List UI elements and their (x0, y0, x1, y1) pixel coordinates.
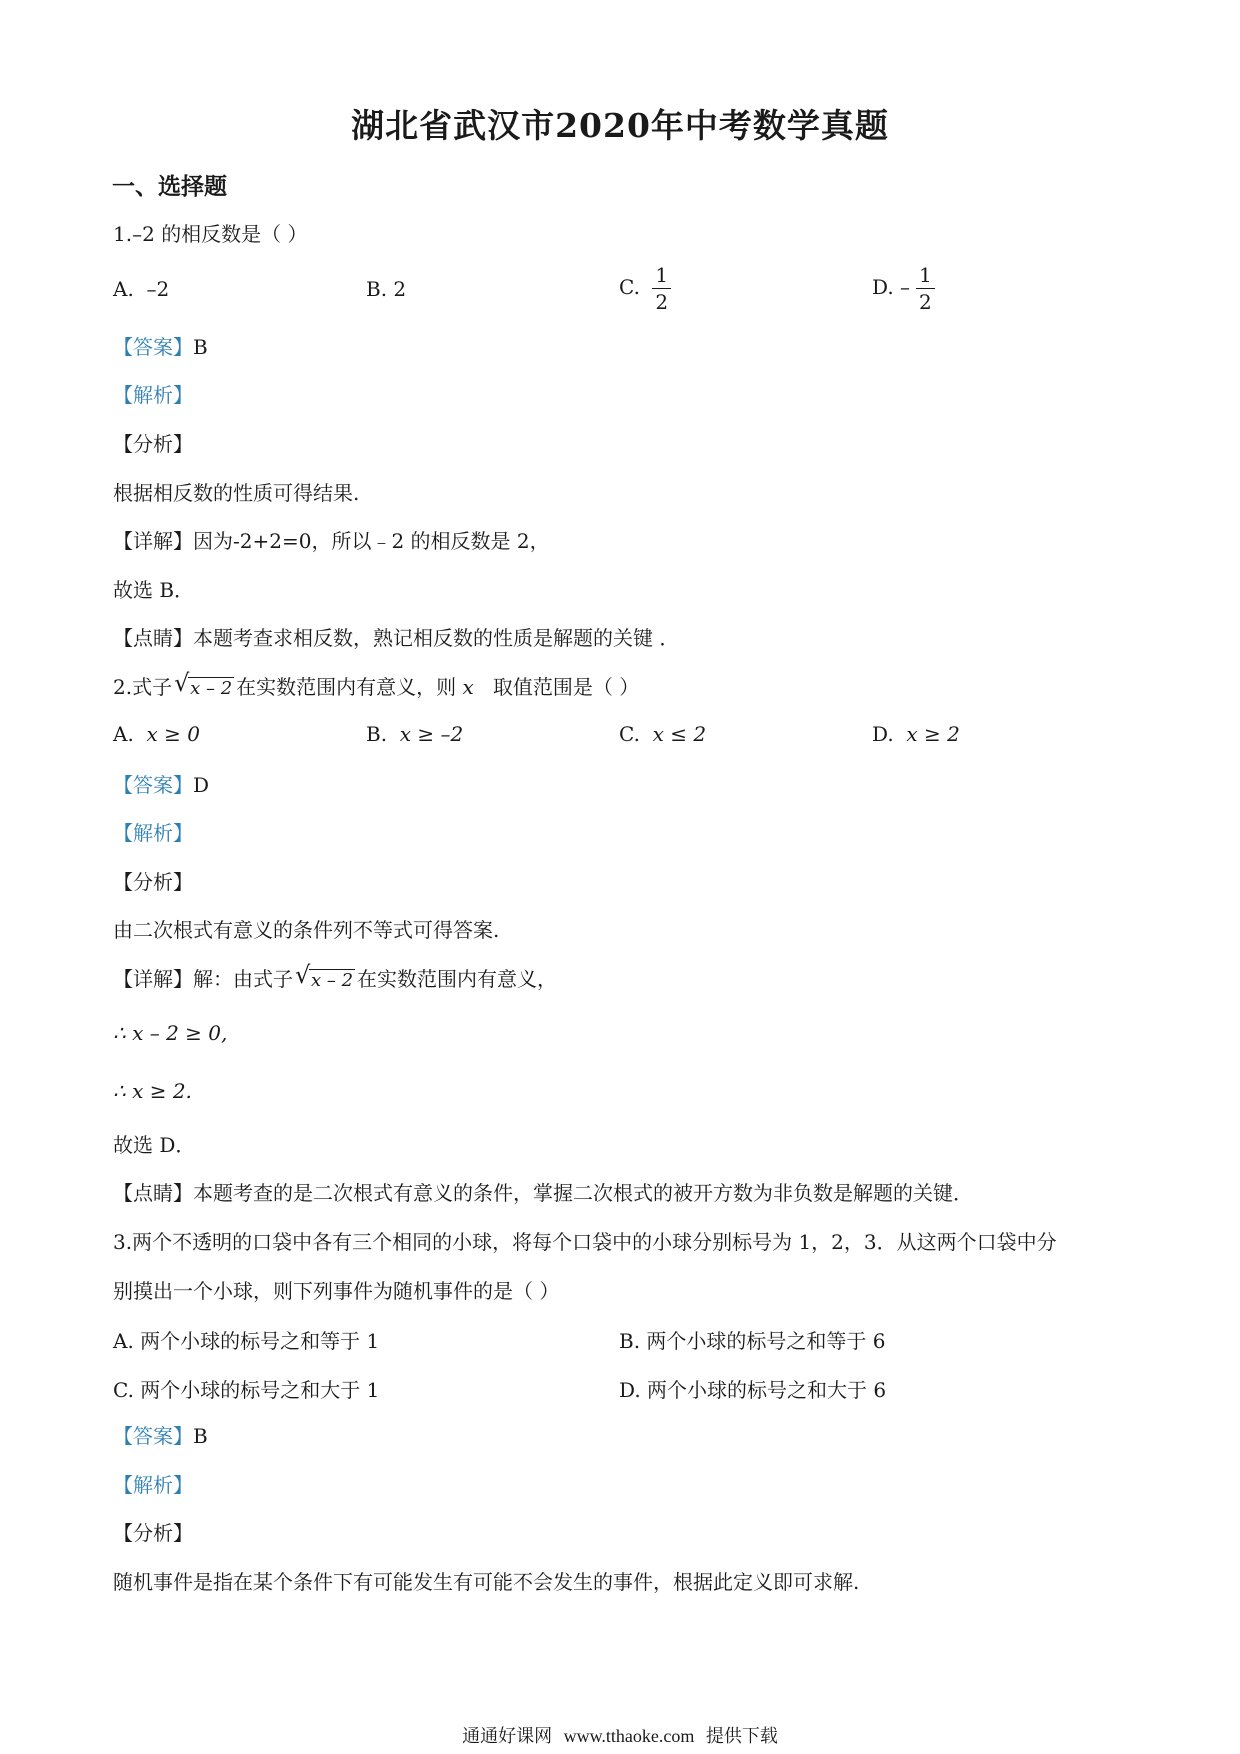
q3-jiexi-tag: 【解析】 (113, 1473, 193, 1497)
footer-brand: 通通好课网 (462, 1726, 553, 1747)
xiangjie-tag: 【详解】 (113, 967, 193, 991)
q3-fenxi-text: 随机事件是指在某个条件下有可能发生有可能不会发生的事件，根据此定义即可求解. (113, 1570, 860, 1594)
q2-answer (113, 771, 209, 799)
footer-site-link[interactable]: www.tthaoke.com (563, 1726, 695, 1746)
q2-option-c-label: C. (619, 722, 640, 746)
q1-xiangjie (113, 527, 550, 555)
q2-stem-pre: 2.式子 (113, 675, 173, 699)
q1-option-b (366, 277, 406, 301)
q1-conclusion: 故选 B． (113, 578, 195, 602)
q1-option-c-fraction (652, 262, 671, 315)
q1-option-d-sign: – (900, 275, 911, 299)
q2-stem-mid: 在实数范围内有意义，则 (236, 675, 457, 699)
q2-option-b-value: x ≥ –2 (399, 722, 464, 746)
dianjing-text: 本题考查的是二次根式有意义的条件，掌握二次根式的被开方数为非负数是解题的关键． (193, 1181, 973, 1205)
q2-step-2: ∴ x ≥ 2. (113, 1079, 192, 1103)
radical-sign-icon: √ (174, 669, 190, 697)
q1-option-d (872, 262, 935, 315)
xiangjie-pre: 解：由式子 (193, 967, 293, 991)
q2-fenxi-tag: 【分析】 (113, 870, 193, 894)
q2-option-b-label: B. (366, 722, 388, 746)
page-footer (0, 1722, 1240, 1748)
radicand: x – 2 (190, 678, 233, 699)
q1-option-d-label: D. (872, 275, 894, 299)
q2-option-a-label: A. (113, 722, 134, 746)
radicand: x – 2 (311, 970, 354, 991)
q1-fenxi-text: 根据相反数的性质可得结果. (113, 481, 360, 505)
q2-option-d (872, 722, 960, 746)
radical-sign-icon: √ (295, 961, 311, 989)
sqrt-expression (295, 961, 355, 993)
xiangjie-text: 因为-2+2=0，所以﹣2 的相反数是 2， (193, 529, 550, 553)
q2-stem (113, 669, 640, 701)
fraction-denominator: 2 (919, 290, 932, 314)
q1-math: –2 (132, 222, 155, 246)
q1-option-c (619, 262, 671, 315)
sqrt-expression (174, 669, 234, 701)
answer-tag: 【答案】 (113, 335, 193, 359)
page-title: 湖北省武汉市2020年中考数学真题 (351, 106, 889, 145)
q1-option-d-fraction (916, 262, 935, 315)
q3-option-d: D. 两个小球的标号之和大于 6 (619, 1378, 887, 1402)
q1-option-a-label: A. (113, 277, 134, 301)
q2-answer-value: D (193, 773, 210, 797)
q2-fenxi-text: 由二次根式有意义的条件列不等式可得答案. (113, 918, 500, 942)
q2-option-b (366, 722, 463, 746)
q3-answer (113, 1422, 208, 1450)
q3-stem-line-2: 别摸出一个小球，则下列事件为随机事件的是（ ） (113, 1279, 560, 1303)
xiangjie-post: 在实数范围内有意义， (357, 967, 558, 991)
q2-option-d-label: D. (872, 722, 894, 746)
xiangjie-tag: 【详解】 (113, 529, 193, 553)
q1-answer-value: B (193, 335, 208, 359)
q2-option-c-value: x ≤ 2 (652, 722, 707, 746)
q2-stem-post: 取值范围是（ ） (492, 675, 640, 699)
q1-option-a-value: –2 (146, 277, 170, 301)
q2-variable: x (462, 675, 474, 699)
fraction-numerator: 1 (916, 262, 935, 289)
dianjing-tag: 【点睛】 (113, 626, 193, 650)
q3-option-c: C. 两个小球的标号之和大于 1 (113, 1378, 380, 1402)
q2-option-a-value: x ≥ 0 (146, 722, 201, 746)
q1-text: 的相反数是（ ） (161, 222, 308, 246)
footer-suffix: 提供下载 (705, 1726, 778, 1747)
q2-step-1: ∴ x – 2 ≥ 0, (113, 1021, 228, 1045)
q3-stem-line-1: 3.两个不透明的口袋中各有三个相同的小球，将每个口袋中的小球分别标号为 1，2，3．从这两个口袋中分 (113, 1230, 1057, 1254)
q3-answer-value: B (193, 1424, 208, 1448)
answer-tag: 【答案】 (113, 773, 193, 797)
q1-number: 1. (113, 222, 133, 246)
q2-xiangjie (113, 961, 558, 993)
q2-jiexi-tag: 【解析】 (113, 821, 193, 845)
q1-stem (113, 220, 308, 248)
q3-option-a: A. 两个小球的标号之和等于 1 (113, 1329, 380, 1353)
q1-fenxi-tag: 【分析】 (113, 432, 193, 456)
q3-option-b: B. 两个小球的标号之和等于 6 (619, 1329, 886, 1353)
q2-dianjing (113, 1179, 973, 1207)
fraction-numerator: 1 (652, 262, 671, 289)
q2-option-c (619, 722, 706, 746)
answer-tag: 【答案】 (113, 1424, 193, 1448)
section-heading: 一、选择题 (112, 173, 227, 200)
q1-answer (113, 333, 208, 361)
q1-option-c-label: C. (619, 275, 640, 299)
q2-option-d-value: x ≥ 2 (906, 722, 960, 746)
q1-jiexi-tag: 【解析】 (113, 383, 193, 407)
q1-option-b-label: B. (366, 277, 388, 301)
q1-option-a (113, 277, 169, 301)
fraction-denominator: 2 (655, 290, 669, 314)
q1-option-b-value: 2 (393, 277, 407, 301)
q2-option-a (113, 722, 200, 746)
q1-dianjing (113, 624, 679, 652)
q3-fenxi-tag: 【分析】 (113, 1521, 193, 1545)
q2-conclusion: 故选 D． (113, 1133, 196, 1157)
dianjing-text: 本题考查求相反数，熟记相反数的性质是解题的关键 ． (193, 626, 680, 650)
dianjing-tag: 【点睛】 (113, 1181, 193, 1205)
